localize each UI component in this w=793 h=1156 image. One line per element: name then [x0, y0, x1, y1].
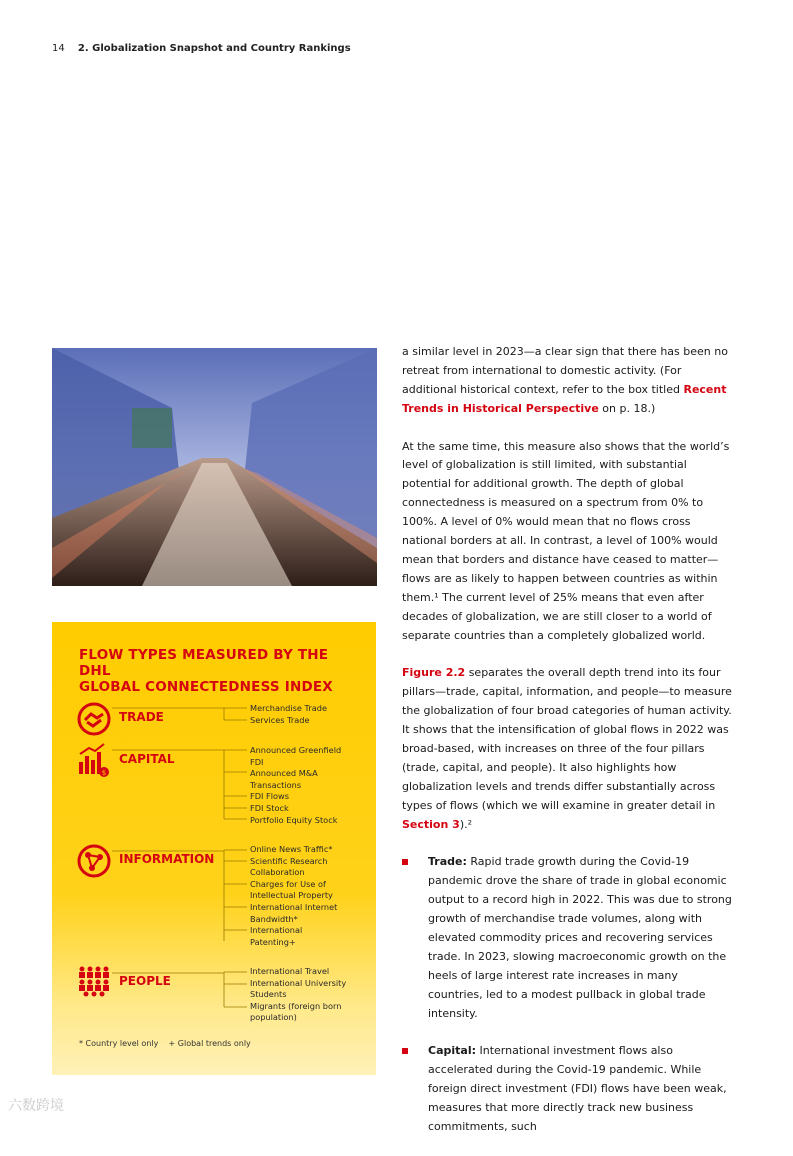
list-item: International Travel	[250, 966, 330, 976]
list-item: Services Trade	[250, 714, 310, 725]
flow-types-box	[52, 622, 376, 1075]
paragraph-3: Figure 2.2 separates the overall depth trend into its four pillars—trade, capital, information, and people—to measure the globalization of four broad categories of human activity. It shows that the intensification of global flows in 2022 was broad-based, with increases on three of the four pillars (trade, capital, and people). It also highlights how globalization levels and trends differ substantially across types of flows (which we will examine in greater detail in Section 3).²	[402, 666, 732, 831]
list-item: Migrants (foreign born	[250, 1000, 342, 1011]
trade-items	[250, 703, 327, 726]
list-item: Announced M&A	[250, 768, 318, 779]
city-traffic-photo	[52, 348, 377, 586]
link-section-3[interactable]: Section 3	[402, 817, 460, 831]
list-item: Patenting+	[250, 936, 296, 947]
bullet-square-icon	[402, 1048, 408, 1054]
list-item: Bandwidth*	[250, 913, 298, 924]
box-title: FLOW TYPES MEASURED BY THE DHL GLOBAL CONNECTEDNESS INDEX	[79, 647, 333, 695]
category-people: PEOPLE	[119, 974, 171, 988]
watermark: 六数跨境	[8, 1098, 64, 1114]
people-items	[250, 966, 346, 1024]
list-item: Announced Greenfield	[250, 745, 342, 755]
list-item: FDI Flows	[250, 791, 289, 802]
section-title: 2. Globalization Snapshot and Country Rankings	[77, 43, 351, 54]
svg-text:$: $	[101, 769, 107, 777]
list-item: International	[250, 925, 303, 936]
list-item: FDI	[250, 756, 264, 767]
page-header	[52, 43, 351, 54]
network-globe-icon	[77, 844, 111, 882]
list-item: Online News Traffic*	[250, 844, 333, 854]
list-item: Portfolio Equity Stock	[250, 814, 338, 825]
bullet-square-icon	[402, 859, 408, 865]
paragraph-1: a similar level in 2023—a clear sign that there has been no retreat from international to domestic activity. (For additional historical context, refer to the box titled Recent Trends in Historical Perspective on p. 18.)	[402, 345, 728, 415]
handshake-icon	[77, 702, 111, 740]
link-figure-2-2[interactable]: Figure 2.2	[402, 666, 466, 680]
list-item: International Internet	[250, 901, 338, 912]
link-recent-trends[interactable]: Recent Trends in Historical Perspective	[402, 382, 727, 415]
list-item: Collaboration	[250, 867, 305, 878]
list-item: Merchandise Trade	[250, 703, 327, 713]
list-item: Students	[250, 989, 287, 1000]
list-item: Charges for Use of	[250, 878, 326, 889]
list-item: population)	[250, 1012, 297, 1023]
bullet-trade: Trade: Rapid trade growth during the Covid-19 pandemic drove the share of trade in global economic output to a record high in 2022. This was due to strong growth of merchandise trade volumes, along with elevated commodity prices and recovering services trade. In 2023, slowing macroeconomic growth on the heels of large interest rate increases in many countries, led to a modest pullback in global trade intensity.	[402, 853, 732, 1023]
box-footnote: * Country level only + Global trends only	[79, 1039, 251, 1048]
paragraph-2: At the same time, this measure also shows that the world’s level of globalization is still limited, with substantial potential for additional growth. The depth of global connectedness is measured on a spectrum from 0% to 100%. A level of 0% would mean that no flows cross national borders at all. In contrast, a level of 100% would mean that borders and distance have ceased to matter—flows are as likely to happen between countries as within them.¹ The current level of 25% means that even after decades of globalization, we are still closer to a world of separate countries than a completely globalized world.	[402, 439, 730, 642]
category-information: INFORMATION	[119, 852, 215, 866]
list-item: International University	[250, 977, 347, 988]
body-column	[402, 343, 732, 1156]
category-trade: TRADE	[119, 710, 164, 724]
capital-items	[250, 745, 341, 826]
list-item: Transactions	[250, 779, 302, 790]
page-number: 14	[52, 43, 65, 54]
information-items	[250, 844, 337, 948]
bullet-capital: Capital: International investment flows also accelerated during the Covid-19 pandemic. While foreign direct investment (FDI) flows have been weak, measures that more directly track new business commitments, such	[402, 1042, 732, 1137]
list-item: Scientific Research	[250, 855, 328, 866]
list-item: Intellectual Property	[250, 890, 333, 901]
category-capital: CAPITAL	[119, 752, 175, 766]
list-item: FDI Stock	[250, 802, 289, 813]
capital-chart-icon	[77, 742, 111, 782]
people-group-icon	[76, 965, 112, 1005]
